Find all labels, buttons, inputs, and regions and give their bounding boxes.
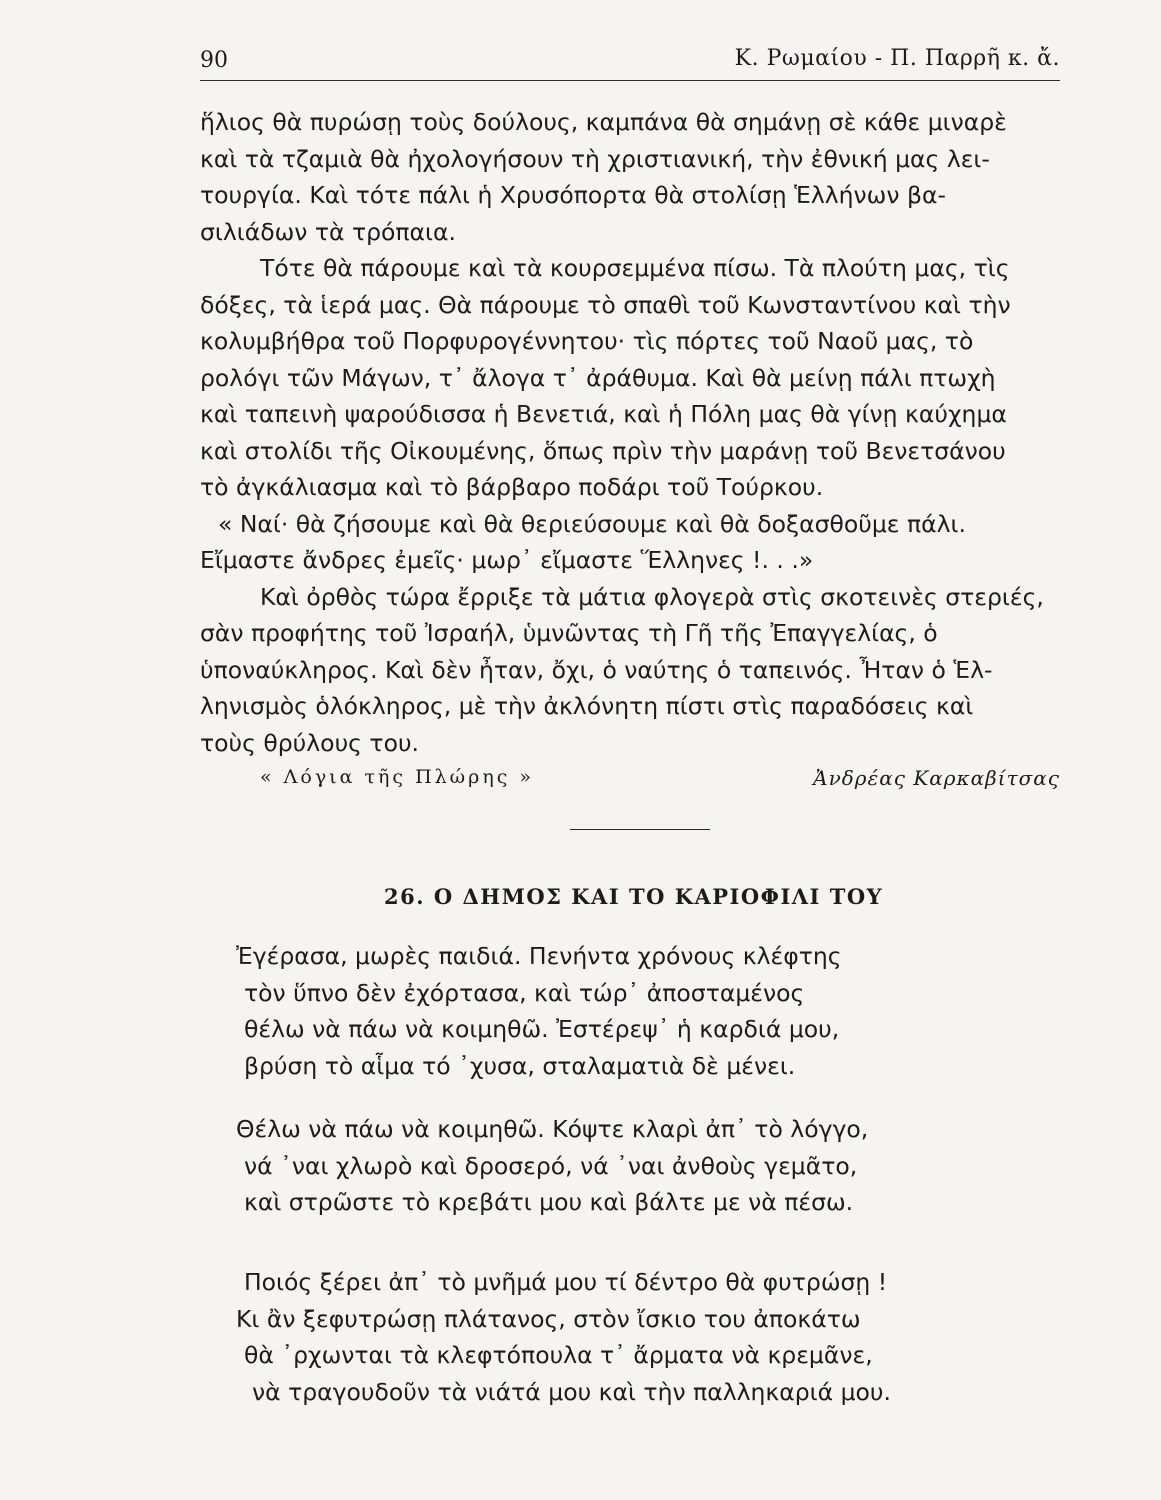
poem-line: νὰ τραγουδοῦν τὰ νιάτά μου καὶ τὴν παλληκαριά μου. xyxy=(252,1377,891,1406)
poem-stanza-3 xyxy=(236,1264,1056,1410)
page-header xyxy=(200,40,1060,84)
prose-line: Εἴμαστε ἄνδρες ἐμεῖς· μωρ᾽ εἴμαστε Ἕλληνες !. . .» xyxy=(200,546,814,574)
poem-title: 26. Ο ΔΗΜΟΣ ΚΑΙ ΤΟ ΚΑΡΙΟΦΙΛΙ ΤΟΥ xyxy=(384,884,884,909)
prose-line: ἥλιος θὰ πυρώσῃ τοὺς δούλους, καμπάνα θὰ σημάνῃ σὲ κάθε μιναρὲ xyxy=(200,108,1007,136)
prose-passage xyxy=(200,104,1060,761)
poem-line: τὸν ὕπνο δὲν ἐχόρτασα, καὶ τώρ᾽ ἀποσταμένος xyxy=(244,978,805,1007)
poem-stanza-2 xyxy=(236,1111,1056,1221)
prose-line: ὑποναύκληρος. Καὶ δὲν ἦταν, ὄχι, ὁ ναύτης ὁ ταπεινός. Ἦταν ὁ Ἑλ- xyxy=(200,655,993,684)
poem-line: θέλω νὰ πάω νὰ κοιμηθῶ. Ἐστέρεψ᾽ ἡ καρδιά μου, xyxy=(244,1015,840,1043)
prose-line: κολυμβήθρα τοῦ Πορφυρογέννητου· τὶς πόρτες τοῦ Ναοῦ μας, τὸ xyxy=(200,327,974,355)
author-name: Ἀνδρέας Καρκαβίτσας xyxy=(813,766,1060,790)
prose-line: Καὶ ὀρθὸς τώρα ἔρριξε τὰ μάτια φλογερὰ στὶς σκοτεινὲς στεριές, xyxy=(260,582,1044,611)
poem-line: θὰ ᾽ρχωνται τὰ κλεφτόπουλα τ᾽ ἄρματα νὰ κρεμᾶνε, xyxy=(244,1341,873,1369)
section-divider xyxy=(570,829,710,830)
prose-line: τουργία. Καὶ τότε πάλι ἡ Χρυσόπορτα θὰ στολίσῃ Ἑλλήνων βα- xyxy=(200,181,946,209)
prose-line: δόξες, τὰ ἱερά μας. Θὰ πάρουμε τὸ σπαθὶ τοῦ Κωνσταντίνου καὶ τὴν xyxy=(200,290,1011,319)
page-number: 90 xyxy=(200,48,228,73)
prose-line: σιλιάδων τὰ τρόπαια. xyxy=(200,217,456,246)
header-rule xyxy=(200,80,1060,81)
poem-line: Ποιός ξέρει ἀπ᾽ τὸ μνῆμά μου τί δέντρο θὰ φυτρώσῃ ! xyxy=(244,1268,888,1296)
prose-line: « Ναί· θὰ ζήσουμε καὶ θὰ θεριεύσουμε καὶ θὰ δοξασθοῦμε πάλι. xyxy=(218,509,966,538)
poem-line: καὶ στρῶστε τὸ κρεβάτι μου καὶ βάλτε με νὰ πέσω. xyxy=(244,1188,854,1216)
prose-line: τὸ ἀγκάλιασμα καὶ τὸ βάρβαρο ποδάρι τοῦ Τούρκου. xyxy=(200,473,824,501)
poem-line: Ἐγέρασα, μωρὲς παιδιά. Πενήντα χρόνους κλέφτης xyxy=(236,942,842,970)
prose-line: καὶ ταπεινὴ ψαρούδισσα ἡ Βενετιά, καὶ ἡ Πόλη μας θὰ γίνῃ καύχημα xyxy=(200,400,1007,428)
prose-line: σὰν προφήτης τοῦ Ἰσραήλ, ὑμνῶντας τὴ Γῆ τῆς Ἐπαγγελίας, ὁ xyxy=(200,619,938,647)
prose-line: καὶ στολίδι τῆς Οἰκουμένης, ὅπως πρὶν τὴν μαράνῃ τοῦ Βενετσάνου xyxy=(200,436,1006,465)
prose-line: ληνισμὸς ὁλόκληρος, μὲ τὴν ἀκλόνητη πίστι στὶς παραδόσεις καὶ xyxy=(200,692,974,720)
attribution xyxy=(260,766,1060,798)
prose-line: ρολόγι τῶν Μάγων, τ᾽ ἄλογα τ᾽ ἀράθυμα. Καὶ θὰ μείνῃ πάλι πτωχὴ xyxy=(200,363,996,392)
source-title: « Λόγια τῆς Πλώρης » xyxy=(260,766,535,788)
running-head: Κ. Ρωμαίου - Π. Παρρῆ κ. ἄ. xyxy=(734,46,1060,71)
prose-line: Τότε θὰ πάρουμε καὶ τὰ κουρσεμμένα πίσω. Τὰ πλούτη μας, τὶς xyxy=(260,254,1010,282)
prose-line: καὶ τὰ τζαμιὰ θὰ ἠχολογήσουν τὴ χριστιανική, τὴν ἐθνική μας λει- xyxy=(200,144,990,173)
poem-line: Θέλω νὰ πάω νὰ κοιμηθῶ. Κόψτε κλαρὶ ἀπ᾽ τὸ λόγγο, xyxy=(236,1115,869,1143)
poem-line: νά ᾽ναι χλωρὸ καὶ δροσερό, νά ᾽ναι ἀνθοὺς γεμᾶτο, xyxy=(244,1151,858,1180)
poem-stanza-1 xyxy=(236,938,1056,1084)
poem-line: Κι ἂν ξεφυτρώσῃ πλάτανος, στὸν ἴσκιο του ἀποκάτω xyxy=(236,1304,861,1333)
poem-line: βρύση τὸ αἷμα τό ᾽χυσα, σταλαματιὰ δὲ μένει. xyxy=(244,1051,796,1080)
prose-line: τοὺς θρύλους του. xyxy=(200,728,420,757)
